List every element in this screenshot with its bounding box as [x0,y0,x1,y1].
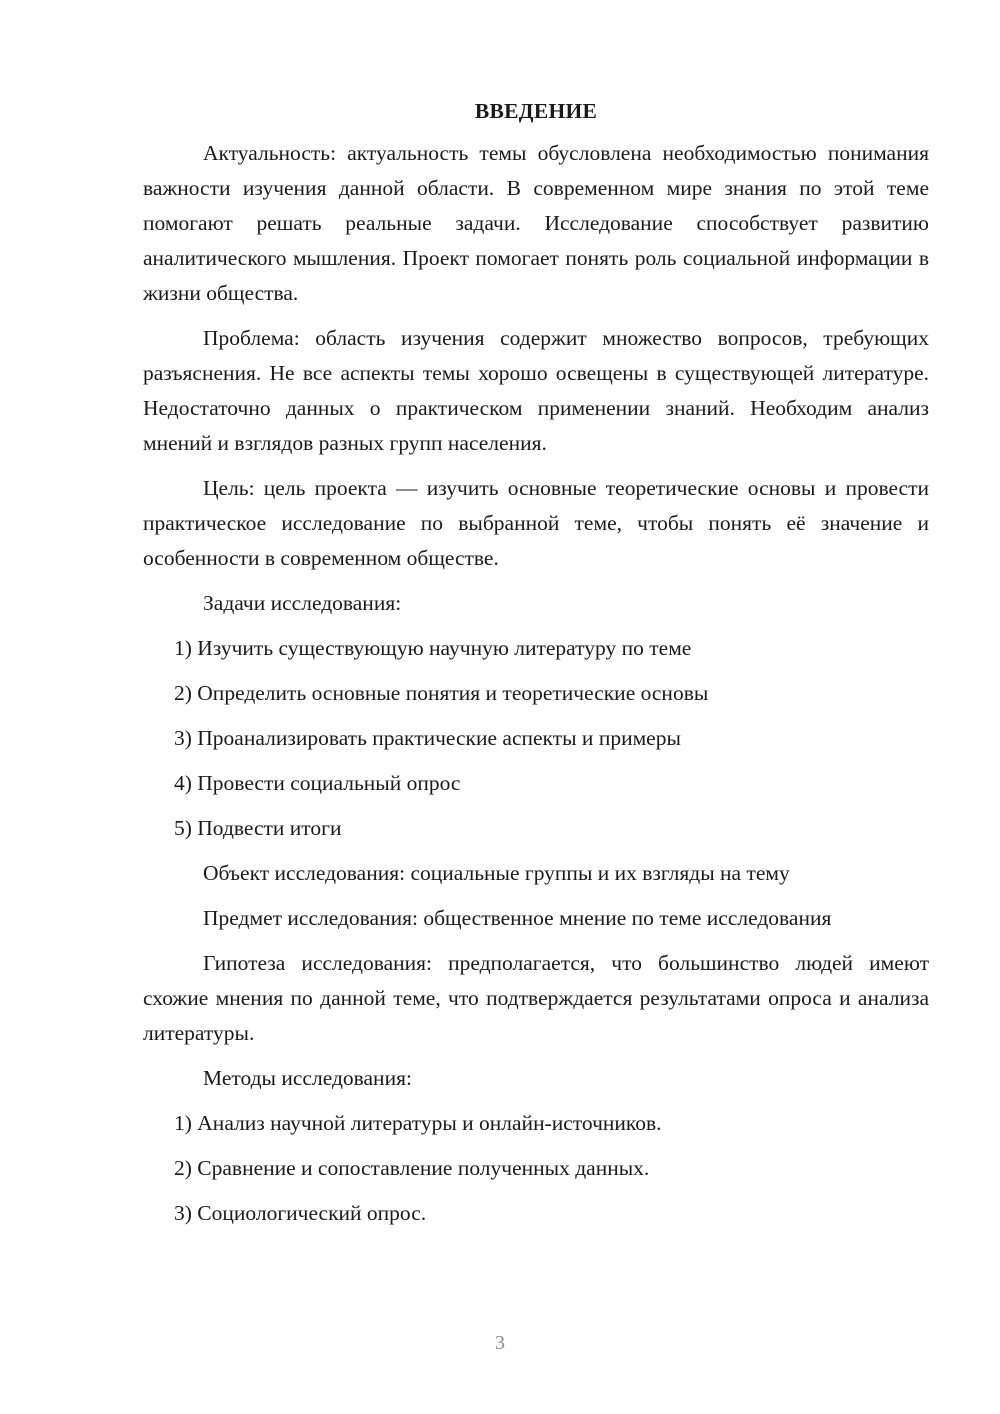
problem-paragraph: Проблема: область изучения содержит множество вопросов, требующих разъяснения. Не все аспекты темы хорошо освещены в существующей литературе. Недостаточно данных о практическом применении знаний. Необходим анализ мнений и взглядов разных групп населения. [143,326,929,455]
task-item: 2) Определить основные понятия и теоретические основы [174,681,709,705]
method-item: 3) Социологический опрос. [174,1201,427,1225]
task-item: 1) Изучить существующую научную литературу по теме [174,636,692,660]
section-title: ВВЕДЕНИЕ [474,99,598,123]
method-item: 2) Сравнение и сопоставление полученных данных. [174,1156,650,1180]
hypothesis-paragraph: Гипотеза исследования: предполагается, что большинство людей имеют схожие мнения по данной теме, что подтверждается результатами опроса и анализа литературы. [143,951,929,1045]
research-object: Объект исследования: социальные группы и их взгляды на тему [203,861,790,885]
task-item: 3) Проанализировать практические аспекты и примеры [174,726,681,750]
method-item: 1) Анализ научной литературы и онлайн-источников. [174,1111,662,1135]
methods-heading: Методы исследования: [203,1066,412,1090]
task-item: 5) Подвести итоги [174,816,342,840]
tasks-heading: Задачи исследования: [203,591,402,615]
task-item: 4) Провести социальный опрос [174,771,461,795]
page-number: 3 [495,1332,505,1354]
goal-paragraph: Цель: цель проекта — изучить основные теоретические основы и провести практическое исследование по выбранной теме, чтобы понять её значение и особенности в современном обществе. [143,476,929,570]
research-subject: Предмет исследования: общественное мнение по теме исследования [203,906,832,930]
relevance-paragraph: Актуальность: актуальность темы обусловлена необходимостью понимания важности изучения данной области. В современном мире знания по этой теме помогают решать реальные задачи. Исследование способствует развитию аналитического мышления. Проект помогает понять роль социальной информации в жизни общества. [143,141,929,305]
page-content [143,96,929,1241]
